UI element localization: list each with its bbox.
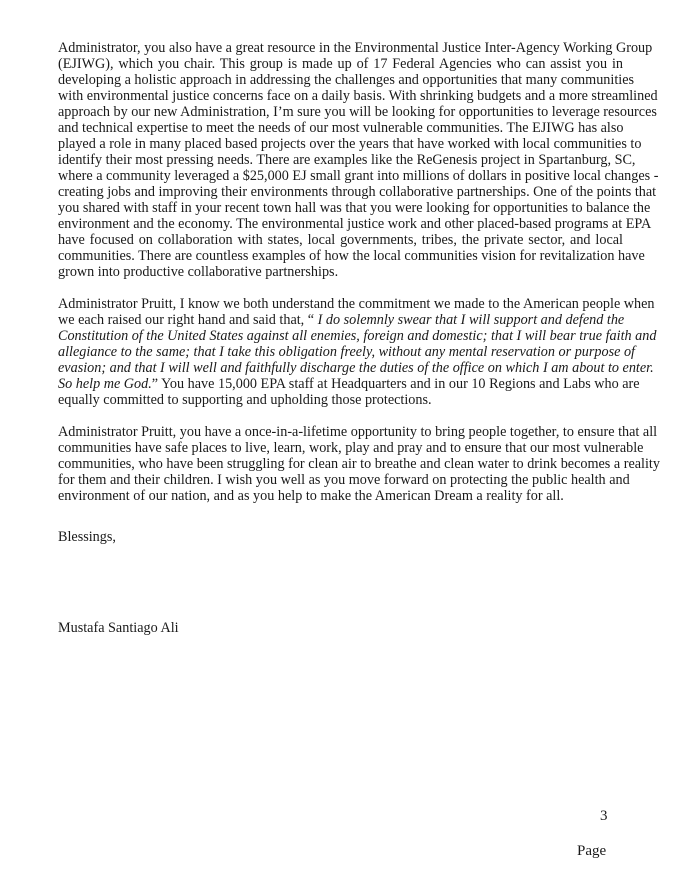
text-line — [58, 120, 623, 136]
page-number: 3 — [600, 808, 608, 824]
text-segment: grown into productive collaborative partnerships. — [58, 264, 339, 280]
text-line — [58, 104, 657, 120]
text-segment: creating jobs and improving their environments through collaborative partnerships. One of the points that — [58, 184, 657, 200]
text-line — [58, 296, 655, 312]
oath-quote-text: I do solemnly swear that I will support and defend the — [317, 312, 625, 328]
text-segment: Administrator, you also have a great resource in the Environmental Justice Inter-Agency Working Group — [58, 40, 653, 56]
text-line — [58, 424, 658, 440]
text-segment: communities, who have been struggling for clean air to breathe and clean water to drink becomes a reality — [58, 456, 660, 472]
text-line — [58, 136, 642, 152]
text-line — [58, 168, 659, 184]
text-line — [58, 440, 644, 456]
text-segment: played a role in many placed based projects over the years that have worked with local communities to — [58, 136, 642, 152]
text-line — [58, 56, 623, 72]
paragraph — [58, 296, 657, 408]
oath-quote-text: allegiance to the same; that I take this obligation freely, without any mental reservation or purpose of — [58, 344, 636, 360]
text-segment: Administrator Pruitt, you have a once-in-a-lifetime opportunity to bring people together, to ensure that all — [58, 424, 658, 440]
text-line — [58, 40, 653, 56]
text-line — [58, 328, 657, 344]
text-line — [58, 312, 623, 328]
text-line — [58, 472, 630, 488]
text-line — [58, 376, 640, 392]
page-label: Page — [577, 843, 607, 859]
text-line — [58, 232, 623, 248]
text-segment: you shared with staff in your recent town hall was that you were looking for opportunities to balance the — [58, 200, 651, 216]
signature-name: Mustafa Santiago Ali — [58, 620, 179, 636]
text-line — [58, 264, 623, 280]
oath-quote-text: Constitution of the United States against all enemies, foreign and domestic; that I will bear true faith and — [58, 328, 657, 344]
paragraph — [58, 40, 659, 280]
text-segment: have focused on collaboration with states, local governments, tribes, the private sector, and local — [58, 232, 623, 248]
text-segment: we each raised our right hand and said that, “ — [58, 312, 318, 328]
oath-quote-text: evasion; and that I will well and faithfully discharge the duties of the office on which I am about to enter. — [58, 360, 654, 376]
text-line — [58, 72, 635, 88]
text-segment: ” You have 15,000 EPA staff at Headquarters and in our 10 Regions and Labs who are — [151, 376, 640, 392]
text-segment: approach by our new Administration, I’m sure you will be looking for opportunities to leverage resources — [58, 104, 657, 120]
text-line — [58, 200, 651, 216]
text-line — [58, 488, 623, 504]
text-line — [58, 248, 645, 264]
text-line — [58, 344, 636, 360]
text-segment: (EJIWG), which you chair. This group is made up of 17 Federal Agencies who can assist you in — [58, 56, 623, 72]
letter-body — [58, 40, 660, 520]
text-segment: communities. There are countless examples of how the local communities vision for revitalization have — [58, 248, 645, 264]
text-segment: environment of our nation, and as you help to make the American Dream a reality for all. — [58, 488, 564, 504]
text-segment: environment and the economy. The environmental justice work and other placed-based programs at EPA — [58, 216, 652, 232]
oath-quote-text: So help me God. — [58, 376, 152, 392]
text-line — [58, 152, 636, 168]
text-line — [58, 456, 660, 472]
text-segment: for them and their children. I wish you well as you move forward on protecting the public health and — [58, 472, 630, 488]
text-segment: Administrator Pruitt, I know we both understand the commitment we made to the American people when — [58, 296, 655, 312]
text-line — [58, 392, 623, 408]
text-segment: communities have safe places to live, learn, work, play and pray and to ensure that our most vulnerable — [58, 440, 644, 456]
text-segment: identify their most pressing needs. There are examples like the ReGenesis project in Spartanburg, SC, — [58, 152, 636, 168]
text-line — [58, 88, 658, 104]
text-line — [58, 360, 654, 376]
text-segment: and technical expertise to meet the needs of our most vulnerable communities. The EJIWG has also — [58, 120, 624, 136]
text-segment: with environmental justice concerns face on a daily basis. With shrinking budgets and a more streamlined — [58, 88, 658, 104]
paragraph — [58, 424, 660, 504]
text-line — [58, 184, 657, 200]
text-segment: developing a holistic approach in addressing the challenges and opportunities that many communities — [58, 72, 635, 88]
text-segment: where a community leveraged a $25,000 EJ small grant into millions of dollars in positive local changes - — [58, 168, 659, 184]
closing-salutation: Blessings, — [58, 529, 116, 545]
text-segment: equally committed to supporting and upholding those protections. — [58, 392, 432, 408]
text-line — [58, 216, 652, 232]
